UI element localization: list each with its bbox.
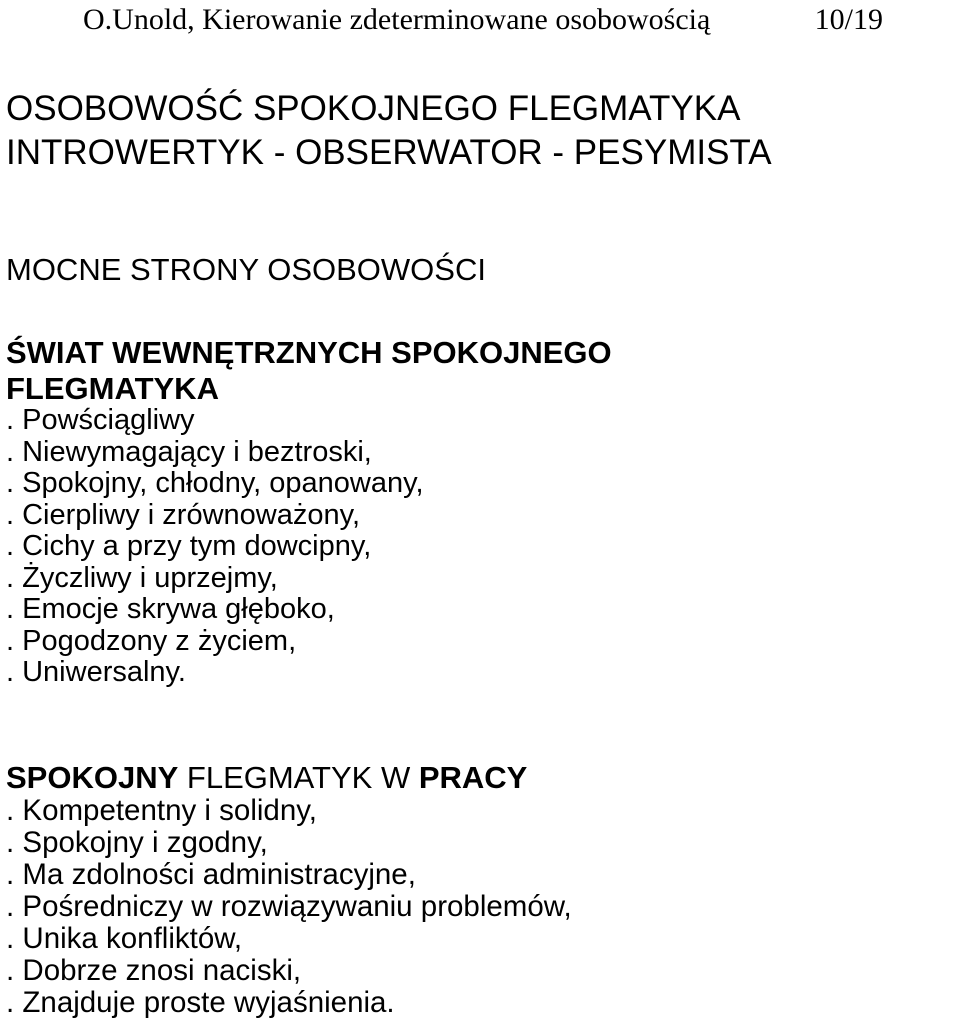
work-heading xyxy=(6,758,527,798)
main-title xyxy=(6,87,772,175)
list-item: . Spokojny i zgodny, xyxy=(6,826,268,859)
work-heading-part-3: PRACY xyxy=(418,760,528,795)
inner-world-heading xyxy=(6,335,612,407)
main-title-line-2: INTROWERTYK - OBSERWATOR - PESYMISTA xyxy=(6,133,772,172)
list-item: . Życzliwy i uprzejmy, xyxy=(6,561,278,594)
list-item: . Unika konfliktów, xyxy=(6,922,243,955)
list-item: . Pośredniczy w rozwiązywaniu problemów, xyxy=(6,890,572,923)
work-list xyxy=(6,795,572,1019)
list-item: . Powściągliwy xyxy=(6,404,195,436)
work-heading-part-1: SPOKOJNY xyxy=(6,760,179,795)
work-heading-part-2: FLEGMATYK W xyxy=(178,760,419,795)
list-item: . Spokojny, chłodny, opanowany, xyxy=(6,467,424,499)
list-item: . Znajduje proste wyjaśnienia. xyxy=(6,986,395,1019)
list-item: . Niewymagający i beztroski, xyxy=(6,435,372,468)
header-title: O.Unold, Kierowanie zdeterminowane osobowością xyxy=(83,3,711,36)
list-item: . Ma zdolności administracyjne, xyxy=(6,858,416,891)
strengths-heading: MOCNE STRONY OSOBOWOŚCI xyxy=(6,252,486,287)
page-number: 10/19 xyxy=(814,3,883,36)
list-item: . Dobrze znosi naciski, xyxy=(6,954,302,987)
page-header xyxy=(83,2,883,38)
main-title-line-1: OSOBOWOŚĆ SPOKOJNEGO FLEGMATYKA xyxy=(6,89,741,128)
list-item: . Cierpliwy i zrównoważony, xyxy=(6,498,361,531)
inner-world-heading-line-1: ŚWIAT WEWNĘTRZNYCH SPOKOJNEGO xyxy=(6,335,612,370)
list-item: . Emocje skrywa głęboko, xyxy=(6,593,335,625)
inner-world-heading-line-2: FLEGMATYKA xyxy=(6,371,219,406)
list-item: . Cichy a przy tym dowcipny, xyxy=(6,530,372,562)
list-item: . Kompetentny i solidny, xyxy=(6,794,318,827)
inner-world-list xyxy=(6,405,424,689)
list-item: . Uniwersalny. xyxy=(6,656,186,688)
list-item: . Pogodzony z życiem, xyxy=(6,624,297,657)
